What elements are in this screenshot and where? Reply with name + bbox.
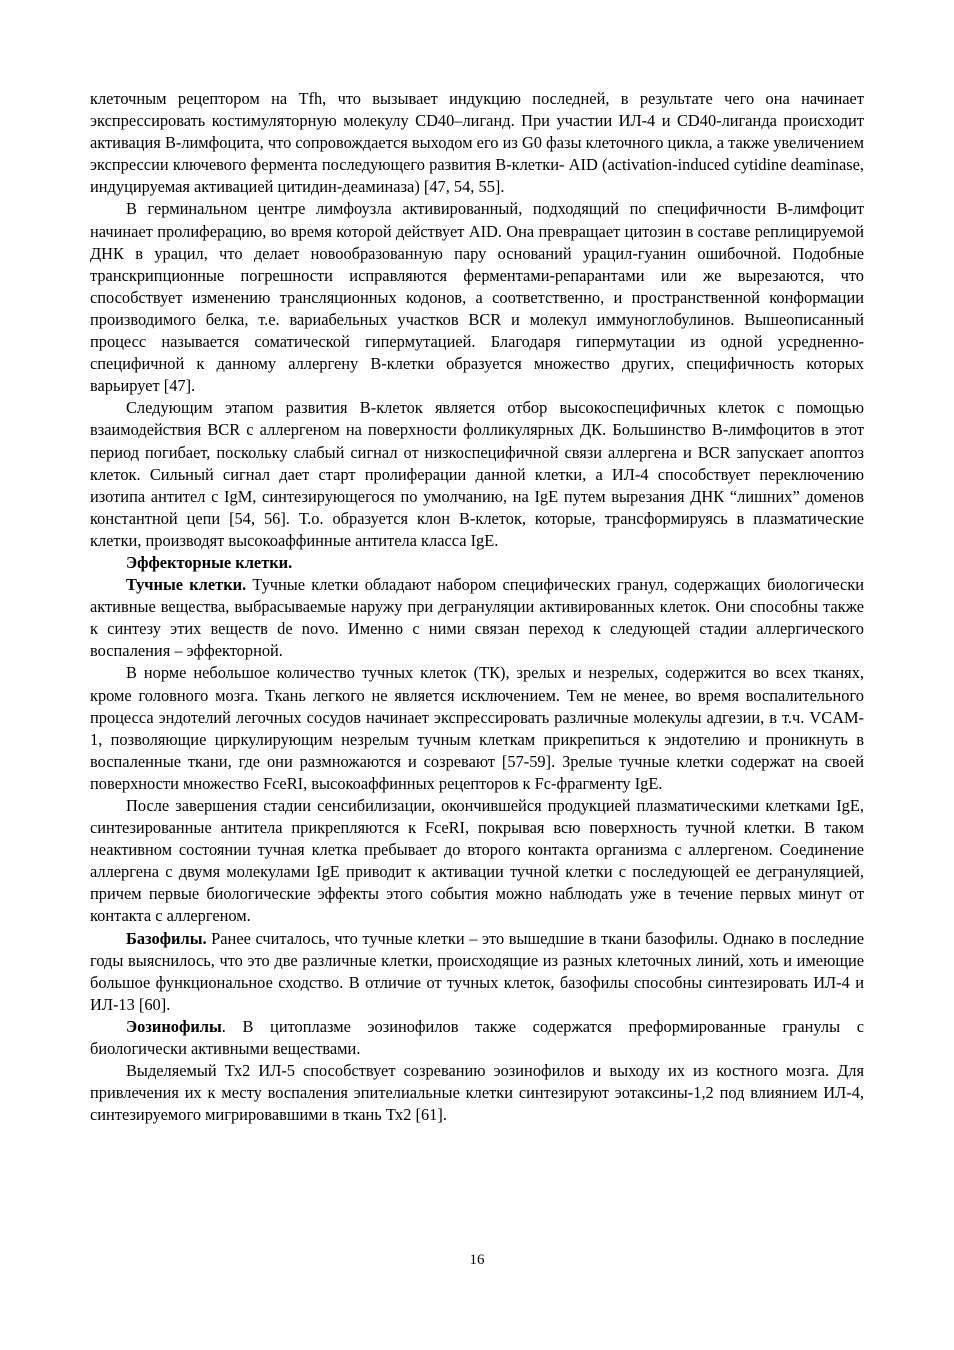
paragraph-lead: Базофилы. xyxy=(126,928,207,948)
section-heading-text: Эффекторные клетки. xyxy=(126,552,293,572)
paragraph-text: В герминальном центре лимфоузла активированный, подходящий по специфичности В-лимфоцит начинает пролиферацию, во время которой действует AID. Она превращает цитозин в составе реплицируемой ДНК в урацил, что делает новообразованную пару оснований урацил-гуанин ошибочной. Подобные транскрипционные погрешности исправляются ферментами-репарантами или же вырезаются, что способствует изменению трансляционных кодонов, а соответственно, и пространственной конформации производимого белка, т.е. вариабельных участков BCR и молекул иммуноглобулинов. Вышеописанный процесс называется соматической гипермутацией. Благодаря гипермутации из одной усредненно-специфичной к данному аллергену В-клетки образуется множество других, специфичность которых варьирует [47]. xyxy=(90,199,864,396)
paragraph xyxy=(90,1016,864,1060)
paragraph-text: . В цитоплазме эозинофилов также содержатся преформированные гранулы с биологически активными веществами. xyxy=(90,1016,864,1059)
paragraph xyxy=(90,928,864,1016)
paragraph-text: клеточным рецептором на Tfh, что вызывает индукцию последней, в результате чего она начинает экспрессировать костимуляторную молекулу CD40–лиганд. При участии ИЛ-4 и CD40-лиганда происходит активация В-лимфоцита, что сопровождается выходом его из G0 фазы клеточного цикла, а также увеличением экспрессии ключевого фермента последующего развития В-клетки- AID (activation-induced cytidine deaminase, индуцируемая активацией цитидин-деаминаза) [47, 54, 55]. xyxy=(90,89,864,197)
paragraph xyxy=(90,662,864,795)
section-heading xyxy=(90,552,864,574)
paragraph-text: Тучные клетки обладают набором специфических гранул, содержащих биологически активные вещества, выбрасываемые наружу при дегрануляции активированных клеток. Они способны также к синтезу этих веществ de novo. Именно с ними связан переход к следующей стадии аллергического воспаления – эффекторной. xyxy=(90,575,865,661)
paragraph xyxy=(90,88,864,198)
paragraph-lead: Тучные клетки. xyxy=(126,575,247,595)
paragraph-text: Следующим этапом развития В-клеток является отбор высокоспецифичных клеток с помощью взаимодействия BCR с аллергеном на поверхности фолликулярных ДК. Большинство В-лимфоцитов в этот период погибает, поскольку слабый сигнал от низкоспецифичной связи аллергена и BCR запускает апоптоз клеток. Сильный сигнал дает старт пролиферации данной клетки, а ИЛ-4 способствует переключению изотипа антител с IgM, синтезирующегося по умолчанию, на IgE путем вырезания ДНК “лишних” доменов константной цепи [54, 56]. Т.о. образуется клон В-клеток, которые, трансформируясь в плазматические клетки, производят высокоаффинные антитела класса IgE. xyxy=(90,398,864,550)
paragraph-text: В норме небольшое количество тучных клеток (ТК), зрелых и незрелых, содержится во всех тканях, кроме головного мозга. Ткань легкого не является исключением. Тем не менее, во время воспалительного процесса эндотелий легочных сосудов начинает экспрессировать различные молекулы адгезии, в т.ч. VCAM-1, позволяющие циркулирующим незрелым тучным клеткам прикрепиться к эндотелию и проникнуть в воспаленные ткани, где они размножаются и созревают [57-59]. Зрелые тучные клетки содержат на своей поверхности множество FceRI, высокоаффинных рецепторов к Fc-фрагменту IgE. xyxy=(90,663,864,793)
paragraph xyxy=(90,1060,864,1126)
paragraph-text: После завершения стадии сенсибилизации, окончившейся продукцией плазматическими клетками IgE, синтезированные антитела прикрепляются к FceRI, покрывая всю поверхность тучной клетки. В таком неактивном состоянии тучная клетка пребывает до второго контакта организма с аллергеном. Соединение аллергена с двумя молекулами IgE приводит к активации тучной клетки с последующей ее дегрануляцией, причем первые биологические эффекты этого события можно наблюдать уже в течение первых минут от контакта с аллергеном. xyxy=(90,796,864,926)
paragraph xyxy=(90,574,864,662)
paragraph xyxy=(90,198,864,397)
paragraph-lead: Эозинофилы xyxy=(126,1016,222,1036)
paragraph xyxy=(90,397,864,552)
paragraph-text: Ранее считалось, что тучные клетки – это вышедшие в ткани базофилы. Однако в последние годы выяснилось, что это две различные клетки, происходящие из разных клеточных линий, хоть и имеющие большое функциональное сходство. В отличие от тучных клеток, базофилы способны синтезировать ИЛ-4 и ИЛ-13 [60]. xyxy=(90,928,864,1014)
document-body xyxy=(90,88,864,1126)
paragraph-text: Выделяемый Тх2 ИЛ-5 способствует созреванию эозинофилов и выходу их из костного мозга. Для привлечения их к месту воспаления эпителиальные клетки синтезируют эотаксины-1,2 под влиянием ИЛ-4, синтезируемого мигрировавшими в ткань Тх2 [61]. xyxy=(90,1061,864,1125)
page-number: 16 xyxy=(469,1252,485,1268)
paragraph xyxy=(90,795,864,928)
